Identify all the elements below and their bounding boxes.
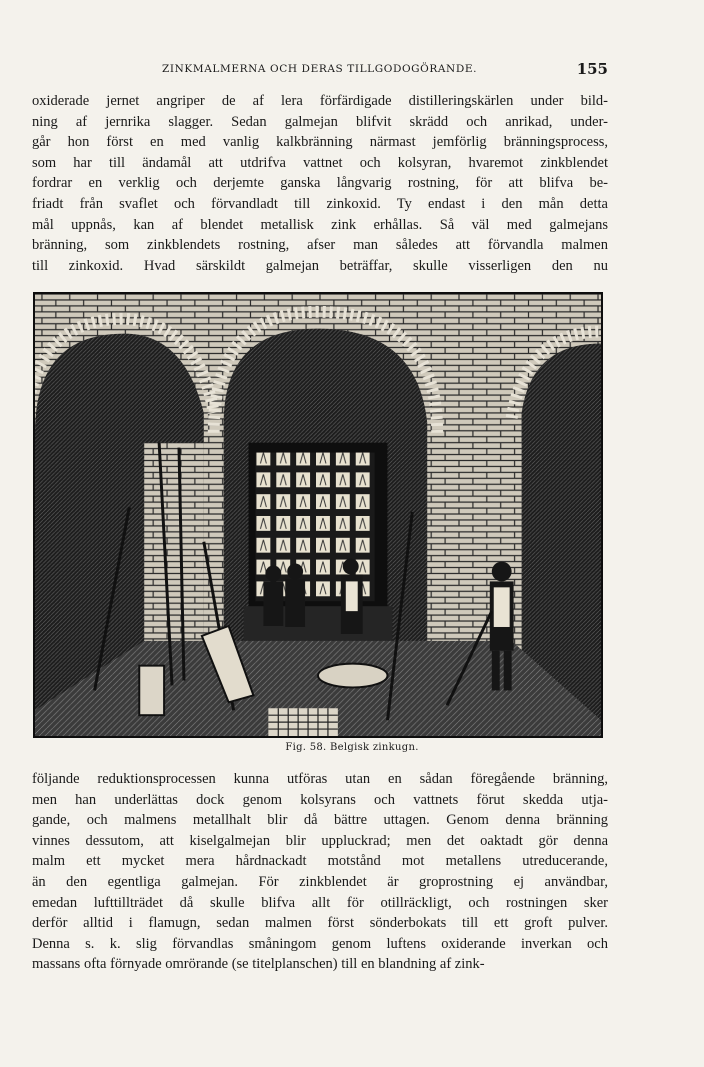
text-line: friadt från svaflet och förvandladt till zinkoxid. Ty endast i den mån detta: [32, 195, 608, 212]
text-line: oxiderade jernet angriper de af lera förfärdigade distilleringskärlen under bild-: [32, 93, 608, 109]
text-line: än den egentliga galmejan. För zinkblendet är groprostning ej användbar,: [32, 873, 608, 890]
text-line: bränning, som zinkblendets rostning, afser man således att förvandla malmen: [32, 237, 608, 254]
text-line: till zinkoxid. Hvad särskildt galmejan beträffar, skulle visserligen den nu: [32, 257, 608, 274]
furnace-engraving: [35, 294, 601, 736]
retort-on-floor: [318, 664, 388, 688]
figure-illustration: [33, 292, 603, 738]
text-line: malm ett mycket mera hårdnackadt motstånd mot metallens utreducerande,: [32, 853, 608, 870]
text-line: som har till ändamål att utdrifva vattnet och kolsyran, hvaremot zinkblendet: [32, 154, 608, 171]
text-line: Denna s. k. slig förvandlas småningom genom luftens oxiderande inverkan och: [32, 935, 608, 952]
text-line: vinnes dessutom, att kiselgalmejan blir uppluckrad; men det oaktadt gör denna: [32, 832, 608, 849]
text-line: emedan lufttillträdet då skulle blifva allt för otillräckligt, och rostningen sker: [32, 894, 608, 911]
page-number: 155: [576, 60, 608, 78]
text-line: men han underlättas dock genom kolsyrans och vattnets förut skedda utja-: [32, 791, 608, 808]
text-line: derför alltid i flamugn, sedan malmen först sönderbokats till ett groft pulver.: [32, 915, 608, 932]
text-line: mål uppnås, kan af blendet metallisk zink erhållas. Så väl med galmejans: [32, 216, 608, 233]
page-header: [32, 60, 608, 80]
text-line: ning af jernrika slagger. Sedan galmejan blifvit skrädd och anrikad, under-: [32, 113, 608, 130]
paragraph-top: [32, 91, 608, 276]
text-line: gande, och malmens metallhalt blir då bättre uttagen. Genom denna bränning: [32, 812, 608, 829]
figure-caption: Fig. 58. Belgisk zinkugn.: [285, 742, 419, 753]
text-line: följande reduktionsprocessen kunna utföras utan en sådan föregående bränning,: [32, 771, 608, 787]
running-title: ZINKMALMERNA OCH DERAS TILLGODOGÖRANDE.: [162, 63, 478, 75]
text-line: fordrar en verklig och derjemte ganska långvarig rostning, för att blifva be-: [32, 175, 608, 192]
paragraph-bottom: [32, 769, 608, 975]
text-line: massans ofta förnyade omrörande (se titelplanschen) till en blandning af zink-: [32, 956, 485, 973]
text-line: går hon först en med vanlig kalkbränning närmast jemförlig bränningsprocess,: [32, 134, 608, 151]
bucket: [139, 666, 164, 716]
